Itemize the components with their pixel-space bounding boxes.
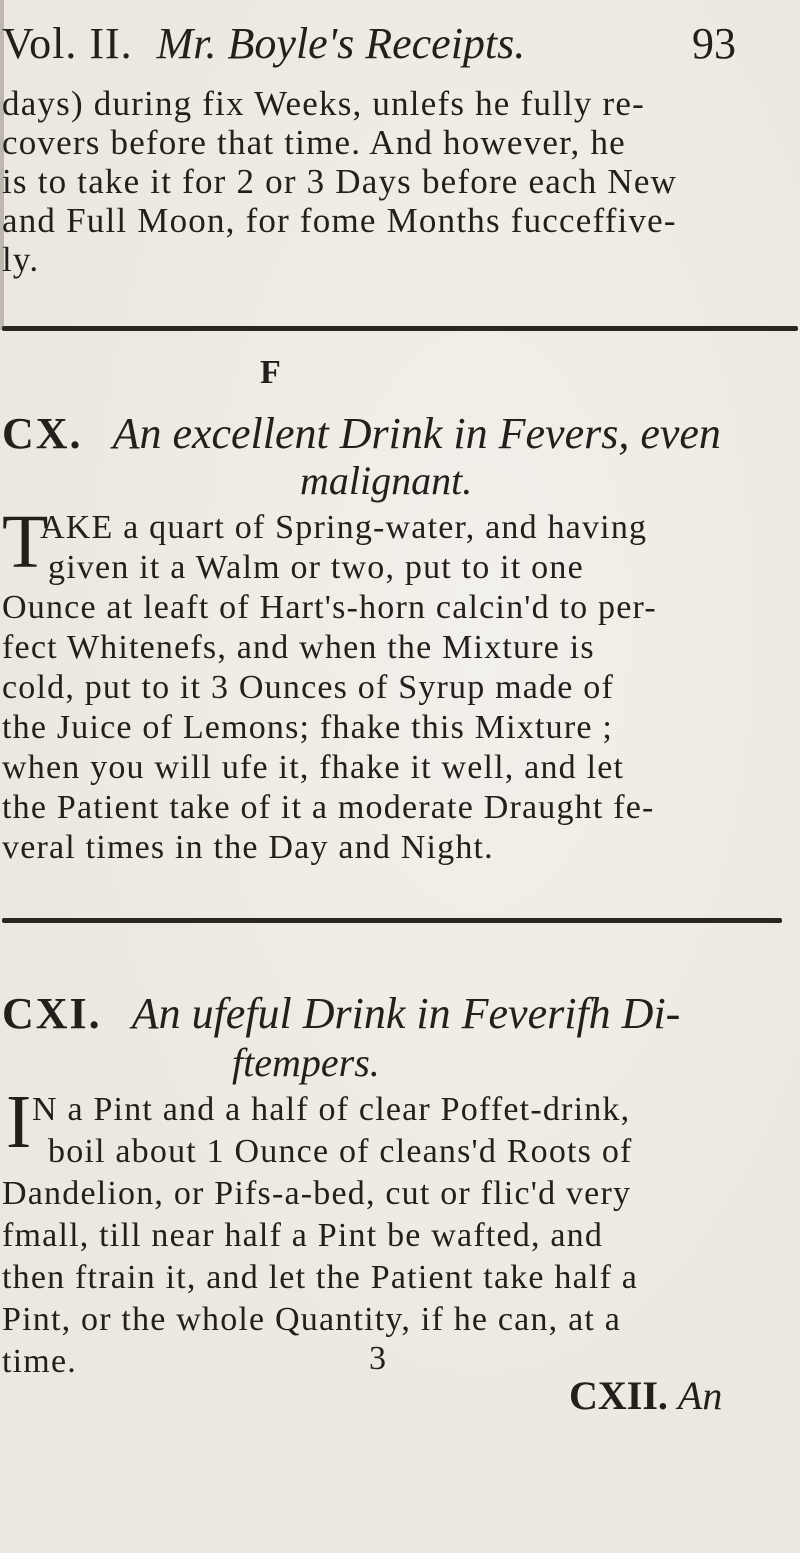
- recipe-line: veral times in the Day and Night.: [2, 829, 494, 866]
- volume-label: Vol. II.: [2, 19, 133, 68]
- recipe-number: CX.: [2, 409, 83, 458]
- recipe-line: the Juice of Lemons; fhake this Mixture ;: [2, 709, 614, 746]
- recipe-title-continuation: malignant.: [300, 458, 473, 503]
- running-head-title: Mr. Boyle's Receipts.: [156, 19, 526, 68]
- catchword: [569, 1372, 722, 1419]
- section-rule: [2, 918, 782, 923]
- recipe-line: Ounce at leaft of Hart's-horn calcin'd to per-: [2, 589, 657, 626]
- signature-mark-bottom: 3: [369, 1340, 386, 1377]
- drop-cap: I: [6, 1080, 32, 1164]
- recipe-line: fmall, till near half a Pint be wafted, and: [2, 1217, 604, 1254]
- recipe-line: then ftrain it, and let the Patient take half a: [2, 1259, 639, 1296]
- recipe-number: CXI.: [2, 989, 102, 1038]
- recipe-line: time.: [2, 1343, 77, 1380]
- recipe-line: when you will ufe it, fhake it well, and let: [2, 749, 625, 786]
- recipe-line: the Patient take of it a moderate Draught fe-: [2, 789, 655, 826]
- recipe-line: Dandelion, or Pifs-a-bed, cut or flic'd very: [2, 1175, 632, 1212]
- catchword-number: CXII.: [569, 1373, 668, 1418]
- catchword-word: An: [677, 1373, 723, 1418]
- paragraph-line: ly.: [2, 240, 40, 279]
- paragraph-line: covers before that time. And however, he: [2, 123, 626, 162]
- recipe-line: N a Pint and a half of clear Poffet-drink,: [32, 1091, 631, 1128]
- running-head: [2, 16, 782, 72]
- recipe-title: An excellent Drink in Fevers, even: [112, 409, 721, 458]
- paragraph-line: is to take it for 2 or 3 Days before each New: [2, 162, 678, 201]
- paragraph-line: days) during fix Weeks, unlefs he fully re-: [2, 84, 645, 123]
- top-paragraph: [2, 84, 792, 279]
- drop-cap: T: [2, 500, 49, 584]
- signature-mark: F: [260, 354, 281, 391]
- recipe-title-continuation: ftempers.: [232, 1040, 380, 1085]
- recipe-line: given it a Walm or two, put to it one: [48, 549, 584, 586]
- recipe-line: Pint, or the whole Quantity, if he can, at a: [2, 1301, 621, 1338]
- recipe-line: fect Whitenefs, and when the Mixture is: [2, 629, 595, 666]
- recipe-title: An ufeful Drink in Feverifh Di-: [131, 989, 681, 1038]
- recipe-line: cold, put to it 3 Ounces of Syrup made of: [2, 669, 614, 706]
- recipe-line: boil about 1 Ounce of cleans'd Roots of: [48, 1133, 633, 1170]
- page-number: 93: [692, 19, 736, 68]
- paragraph-line: and Full Moon, for fome Months fucceffive-: [2, 201, 677, 240]
- recipe-heading-cxi: [2, 990, 792, 1038]
- recipe-heading-cx: [2, 410, 792, 458]
- section-rule: [2, 326, 798, 331]
- recipe-line: AKE a quart of Spring-water, and having: [40, 509, 648, 546]
